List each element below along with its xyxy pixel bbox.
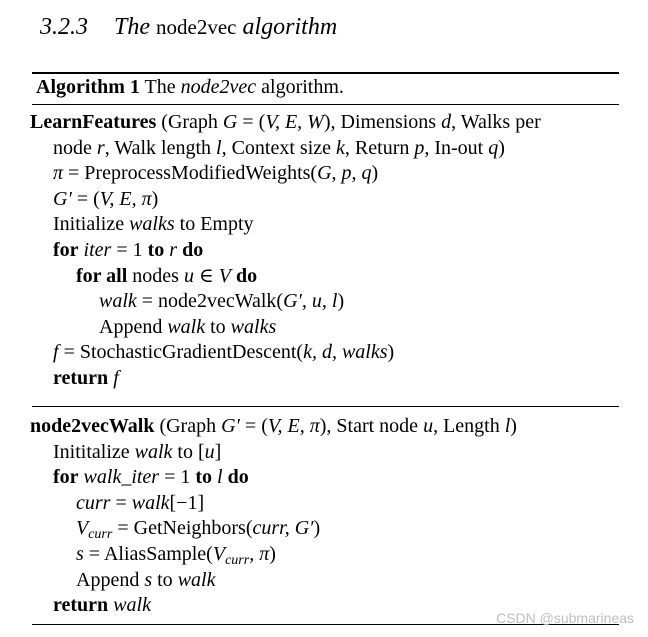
text-segment: = (	[239, 415, 268, 437]
math-segment: walk	[134, 440, 173, 463]
math-segment: u	[423, 415, 434, 437]
text-segment: Append	[76, 568, 145, 591]
algorithm-caption	[36, 76, 344, 99]
math-segment: l	[216, 136, 222, 159]
algorithm-line	[53, 366, 119, 390]
section-title-pre: The	[114, 14, 156, 40]
math-segment: q	[488, 136, 499, 159]
algorithm-line	[76, 542, 276, 566]
text-segment: ), Dimensions	[323, 111, 442, 133]
text-segment: )	[313, 517, 321, 540]
text-segment: = node2vecWalk(	[136, 290, 284, 313]
keyword: do	[182, 239, 204, 261]
section-heading	[40, 14, 337, 41]
keyword: node2vecWalk	[30, 415, 155, 437]
text-segment: to [	[172, 440, 205, 463]
text-segment: to	[205, 315, 231, 338]
keyword: for	[53, 239, 79, 261]
algorithm-line	[76, 264, 257, 288]
text-segment: = 1	[111, 239, 148, 261]
text-segment: = GetNeighbors(	[112, 517, 253, 540]
math-segment: l	[504, 415, 511, 437]
math-segment: u	[183, 264, 194, 287]
algorithm-line	[53, 136, 505, 160]
algorithm-line	[53, 465, 249, 489]
section-number: 3.2.3	[40, 14, 88, 40]
math-segment: s	[144, 568, 153, 591]
text-segment: = AliasSample(	[83, 543, 213, 565]
text-segment: , In-out	[424, 136, 489, 159]
text-segment: , Walks per	[451, 111, 541, 133]
math-segment: f	[113, 367, 119, 389]
math-segment: u	[204, 440, 215, 463]
math-segment: G, p, q	[317, 162, 372, 185]
algorithm-line	[76, 568, 215, 592]
text-segment: , Length	[433, 415, 505, 437]
math-segment: r	[96, 136, 105, 159]
math-segment: π	[53, 162, 64, 185]
text-segment: , Context size	[221, 136, 337, 159]
text-segment: to	[152, 568, 178, 591]
text-segment: to Empty	[174, 213, 254, 236]
keyword: LearnFeatures	[30, 111, 157, 133]
text-segment: = 1	[159, 466, 196, 489]
section-title-name: node2vec	[156, 15, 237, 39]
text-segment: )	[510, 415, 517, 437]
text-segment: = PreprocessModifiedWeights(	[63, 162, 318, 185]
text-segment: )	[151, 187, 159, 210]
math-segment: walk	[99, 290, 137, 313]
text-segment: , Walk length	[104, 136, 217, 159]
math-segment: , π	[249, 543, 270, 565]
math-segment: d	[441, 111, 452, 133]
math-segment: G′	[221, 415, 240, 437]
watermark-text: CSDN @submarineas	[496, 610, 634, 626]
math-segment: V, E, W	[265, 111, 324, 133]
math-segment: curr	[88, 527, 113, 543]
keyword: to	[195, 466, 213, 489]
text-segment: = StochasticGradientDescent(	[58, 341, 304, 364]
algorithm-line	[53, 440, 221, 464]
text-segment: )	[269, 543, 276, 565]
text-segment: ]	[214, 440, 222, 463]
math-segment: walk	[177, 568, 216, 591]
text-segment: [−1]	[169, 491, 205, 514]
caption-rule	[32, 104, 619, 105]
math-segment: V, E, π	[267, 415, 320, 437]
text-segment: )	[498, 136, 505, 159]
algorithm-line	[76, 491, 204, 515]
keyword: for	[53, 466, 79, 489]
keyword: return	[53, 367, 109, 389]
algorithm-label: Algorithm 1	[36, 76, 140, 98]
math-segment: G′, u, l	[283, 290, 338, 313]
algorithm-line	[53, 593, 151, 617]
keyword: for all	[76, 264, 128, 287]
math-segment: walk	[113, 594, 151, 617]
section-title-post: algorithm	[236, 14, 338, 40]
algorithm-caption-pre: The	[139, 76, 181, 98]
math-segment: walks	[230, 315, 277, 338]
math-segment: walk	[167, 315, 206, 338]
text-segment: )	[371, 162, 379, 185]
math-segment: l	[217, 466, 223, 489]
algorithm-line	[53, 238, 203, 262]
keyword: do	[236, 264, 258, 287]
math-segment: curr	[76, 491, 111, 514]
text-segment: , Return	[344, 136, 415, 159]
text-segment: Inititalize	[53, 440, 135, 463]
text-segment: )	[387, 341, 395, 364]
keyword: to	[147, 239, 165, 261]
keyword: return	[53, 594, 109, 617]
text-segment: nodes	[127, 264, 184, 287]
procedure-separator-rule	[32, 406, 619, 407]
math-segment: p	[414, 136, 425, 159]
text-segment: ), Start node	[319, 415, 424, 437]
text-segment: Append	[99, 315, 168, 338]
text-segment: (Graph	[154, 415, 222, 437]
algorithm-line	[53, 187, 158, 211]
algorithm-line	[53, 340, 394, 364]
text-segment: Initialize	[53, 213, 130, 236]
math-segment: f	[53, 341, 59, 364]
keyword: do	[227, 466, 249, 489]
math-segment: k, d, walks	[303, 341, 388, 364]
text-segment: = (	[237, 111, 266, 133]
text-segment: =	[110, 491, 132, 514]
math-segment: walks	[129, 213, 175, 236]
math-segment: walk_iter	[83, 466, 160, 489]
algorithm-line	[30, 414, 517, 438]
math-segment: curr	[225, 553, 250, 568]
math-segment: curr, G′	[252, 517, 314, 540]
text-segment: = (	[71, 187, 100, 210]
algorithm-line	[53, 161, 378, 185]
math-segment: k	[336, 136, 345, 159]
math-segment: s	[76, 543, 84, 565]
math-segment: V	[218, 264, 231, 287]
math-segment: V	[212, 543, 226, 565]
algorithm-line	[99, 289, 344, 313]
math-segment: iter	[83, 239, 112, 261]
algorithm-line	[99, 315, 276, 339]
math-segment: r	[169, 239, 178, 261]
text-segment: node	[53, 136, 97, 159]
math-segment: G′	[53, 187, 72, 210]
algorithm-line	[53, 212, 254, 236]
algorithm-top-rule	[32, 72, 619, 74]
text-segment: (Graph	[156, 111, 223, 133]
text-segment: ∈	[193, 264, 219, 287]
algorithm-caption-post: algorithm.	[256, 76, 344, 98]
algorithm-caption-name: node2vec	[180, 76, 257, 98]
math-segment: walk	[131, 491, 170, 514]
text-segment: )	[337, 290, 345, 313]
algorithm-line	[76, 516, 321, 543]
math-segment: V, E, π	[99, 187, 152, 210]
math-segment: G	[222, 111, 238, 133]
algorithm-line	[30, 110, 541, 134]
math-segment: V	[76, 517, 89, 540]
